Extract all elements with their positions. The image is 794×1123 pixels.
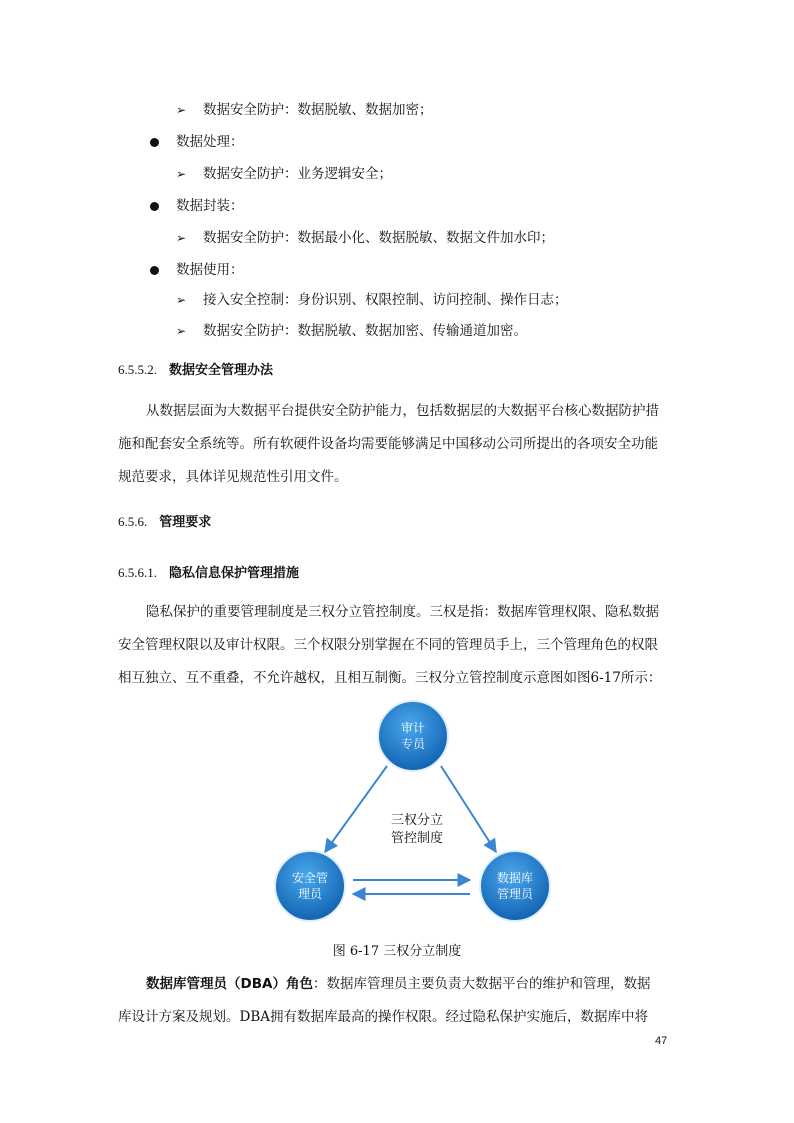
paragraph-line: 施和配套安全系统等。所有软硬件设备均需要能够满足中国移动公司所提出的各项安全功能	[118, 436, 658, 452]
paragraph	[118, 596, 678, 695]
bullet-dot-icon	[150, 138, 159, 147]
paragraph	[118, 968, 678, 1034]
paragraph-line: 从数据层面为大数据平台提供安全防护能力，包括数据层的大数据平台核心数据防护措	[146, 403, 659, 419]
section-heading	[118, 360, 273, 381]
arrow-top-to-right	[441, 766, 496, 852]
sub-item: 数据安全防护：业务逻辑安全；	[203, 166, 392, 182]
section-title: 管理要求	[159, 515, 212, 530]
arrow-bullet-icon: ➢	[176, 231, 187, 245]
audit-node-label-1: 审计	[400, 721, 426, 735]
figure-caption: 图 6-17 三权分立制度	[332, 944, 462, 959]
arrow-top-to-left	[325, 766, 387, 852]
paragraph-line: 隐私保护的重要管理制度是三权分立管控制度。三权是指：数据库管理权限、隐私数据	[146, 604, 659, 620]
center-label-2: 管控制度	[390, 831, 444, 846]
center-label-1: 三权分立	[390, 813, 444, 828]
dba-node	[480, 851, 550, 921]
section-number: 6.5.6.1.	[118, 565, 157, 580]
three-powers-diagram	[270, 700, 560, 930]
section-heading	[118, 512, 211, 533]
arrow-bullet-icon: ➢	[176, 167, 187, 181]
bullet-dot-icon	[150, 202, 159, 211]
paragraph-line: 库设计方案及规划。DBA拥有数据库最高的操作权限。经过隐私保护实施后，数据库中将	[118, 1009, 648, 1025]
arrow-bullet-icon: ➢	[176, 324, 187, 338]
section-number: 6.5.5.2.	[118, 362, 157, 377]
sub-item: 数据安全防护：数据脱敏、数据加密；	[203, 102, 433, 118]
security-admin-label-1: 安全管	[291, 871, 329, 885]
section-title: 隐私信息保护管理措施	[169, 566, 300, 581]
section-heading	[118, 563, 299, 584]
dba-node-label-2: 管理员	[496, 887, 534, 901]
security-admin-node	[275, 851, 345, 921]
paragraph-line: 安全管理权限以及审计权限。三个权限分别掌握在不同的管理员手上，三个管理角色的权限	[118, 637, 658, 653]
dba-node-label-1: 数据库	[496, 871, 534, 885]
list-item: 数据使用：	[176, 262, 244, 278]
security-admin-label-2: 理员	[297, 887, 323, 901]
paragraph-line: 规范要求，具体详见规范性引用文件。	[118, 469, 348, 485]
audit-node-label-2: 专员	[400, 737, 426, 751]
arrow-bullet-icon: ➢	[176, 293, 187, 307]
bullet-dot-icon	[150, 266, 159, 275]
term-bold: 数据库管理员（DBA）角色	[146, 976, 313, 992]
audit-node	[378, 701, 448, 771]
paragraph-line: 相互独立、互不重叠，不允许越权，且相互制衡。三权分立管控制度示意图如图6-17所示：	[118, 670, 662, 686]
section-number: 6.5.6.	[118, 514, 148, 529]
sub-item: 数据安全防护：数据脱敏、数据加密、传输通道加密。	[203, 323, 527, 339]
list-item: 数据处理：	[176, 134, 244, 150]
arrow-bullet-icon: ➢	[176, 103, 187, 117]
section-title: 数据安全管理办法	[169, 363, 274, 378]
page-number: 47	[655, 1035, 668, 1047]
paragraph-line: ：数据库管理员主要负责大数据平台的维护和管理，数据	[312, 976, 651, 992]
sub-item: 接入安全控制：身份识别、权限控制、访问控制、操作日志；	[203, 292, 568, 308]
sub-item: 数据安全防护：数据最小化、数据脱敏、数据文件加水印；	[203, 230, 554, 246]
list-item: 数据封装：	[176, 198, 244, 214]
paragraph	[118, 395, 678, 494]
